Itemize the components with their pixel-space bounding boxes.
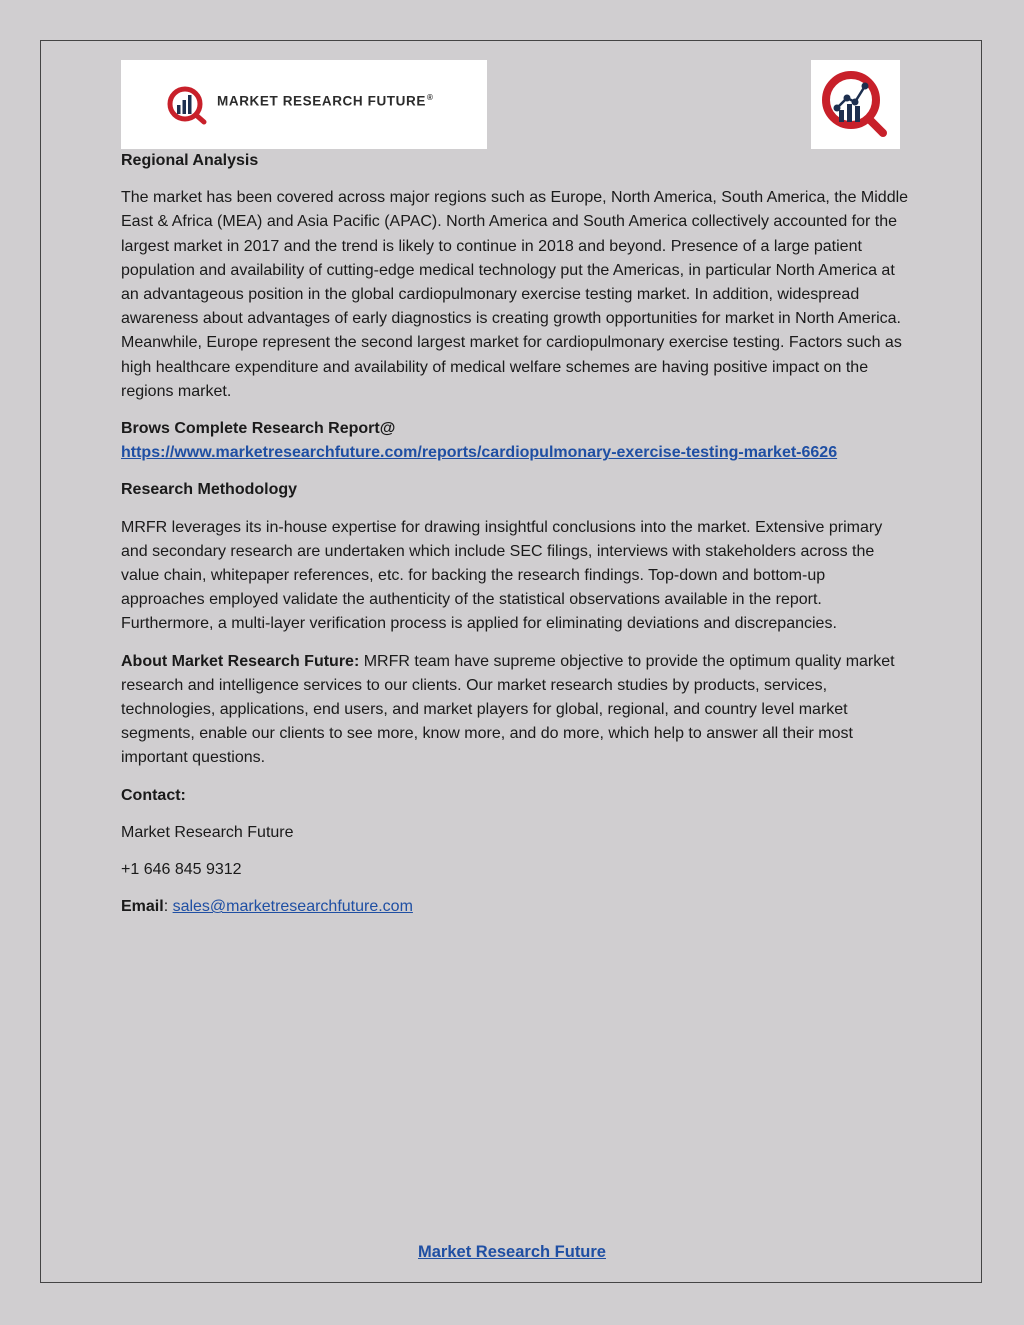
contact-phone: +1 646 845 9312	[121, 861, 242, 879]
about-label: About Market Research Future:	[121, 652, 360, 670]
brand-wordmark: MARKET RESEARCH FUTURE®	[217, 93, 434, 109]
brand-logo-square	[811, 60, 900, 149]
document-content	[121, 149, 911, 919]
regional-analysis-paragraph: The market has been covered across major regions such as Europe, North America, South America, the Middle East & Africa (MEA) and Asia Pacific (APAC). North America and South America collectively accounted for the largest market in 2017 and the trend is likely to continue in 2018 and beyond. Presence of a large patient population and availability of cutting-edge medical technology put the Americas, in particular North America at an advantageous position in the global cardiopulmonary exercise testing market. In addition, widespread awareness about advantages of early diagnostics is creating growth opportunities for market in North America. Meanwhile, Europe represent the second largest market for cardiopulmonary exercise testing. Factors such as high healthcare expenditure and availability of medical welfare schemes are having positive impact on the regions market.	[121, 189, 909, 400]
contact-heading: Contact:	[121, 786, 186, 804]
contact-email-line	[121, 895, 911, 919]
footer-link[interactable]: Market Research Future	[418, 1243, 606, 1261]
report-label: Brows Complete Research Report@	[121, 420, 396, 438]
about-paragraph	[121, 650, 911, 771]
regional-analysis-heading: Regional Analysis	[121, 152, 259, 169]
email-label: Email	[121, 898, 164, 916]
about-body: MRFR team have supreme objective to provide the optimum quality market research and intelligence services to our clients. Our market research studies by products, services, technologies, applications, end users, and market players for global, regional, and country level market segments, enable our clients to see more, know more, and do more, which help to answer all their most important questions.	[121, 652, 895, 767]
contact-company: Market Research Future	[121, 823, 294, 841]
document-page	[40, 40, 982, 1283]
email-separator: :	[163, 898, 173, 916]
email-link[interactable]: sales@marketresearchfuture.com	[172, 898, 413, 916]
research-methodology-paragraph: MRFR leverages its in-house expertise for drawing insightful conclusions into the market. Extensive primary and secondary research are undertaken which include SEC filings, interviews with stakeholders across the value chain, whitepaper references, etc. for backing the research findings. Top-down and bottom-up approaches employed validate the authenticity of the statistical observations available in the report. Furthermore, a multi-layer verification process is applied for eliminating deviations and discrepancies.	[121, 518, 883, 633]
magnifier-chart-icon	[815, 64, 895, 144]
magnifier-chart-logo-icon	[167, 85, 213, 125]
research-methodology-heading: Research Methodology	[121, 481, 298, 499]
report-url-link[interactable]: https://www.marketresearchfuture.com/reports/cardiopulmonary-exercise-testing-market-6626	[121, 444, 838, 462]
brand-logo-banner	[121, 60, 487, 149]
